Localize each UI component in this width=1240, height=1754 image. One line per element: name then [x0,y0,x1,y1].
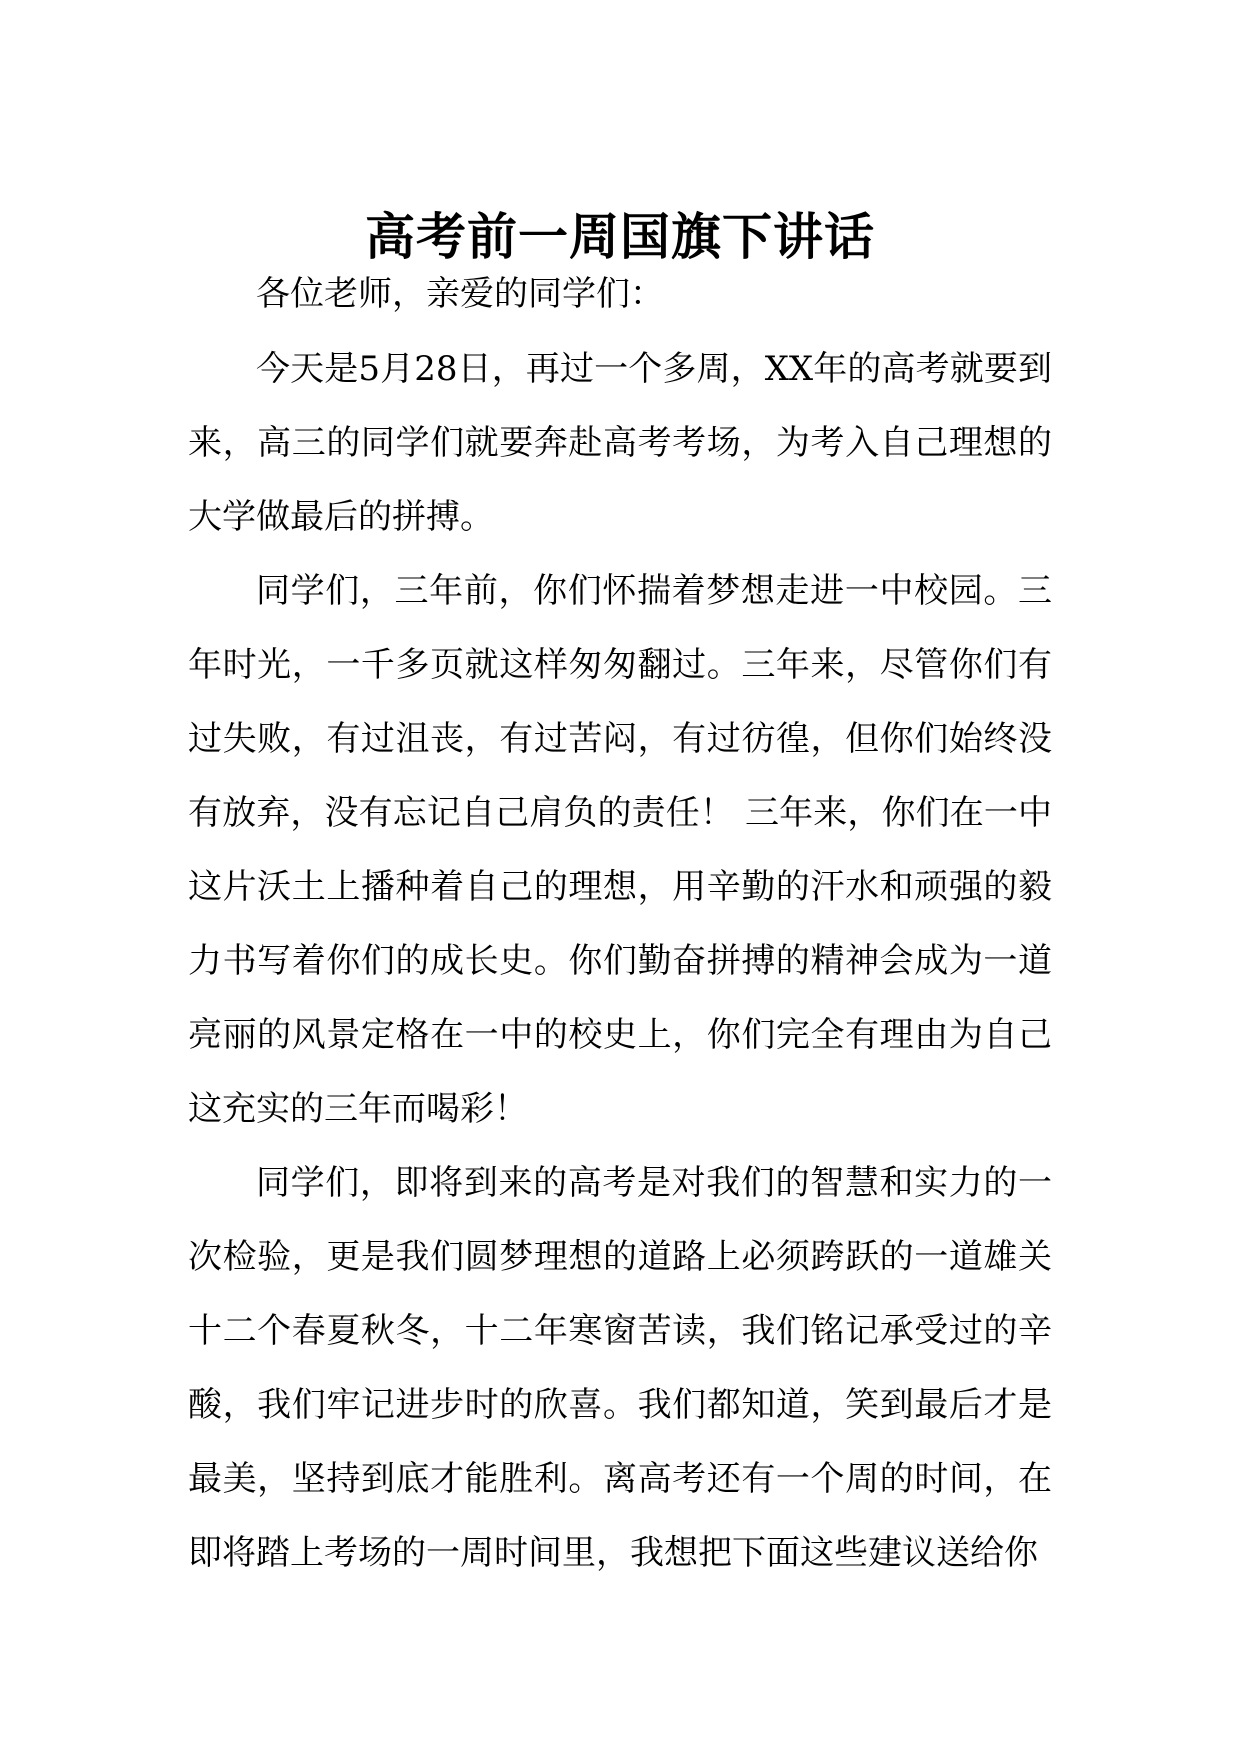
paragraph-3: 同学们，即将到来的高考是对我们的智慧和实力的一次检验，更是我们圆梦理想的道路上必须跨跃的一道雄关十二个春夏秋冬，十二年寒窗苦读，我们铭记承受过的辛酸，我们牢记进步时的欣喜。我们都知道，笑到最后才是最美，坚持到底才能胜利。离高考还有一个周的时间，在即将踏上考场的一周时间里，我想把下面这些建议送给你 [188,1163,1052,1573]
document-title: 高考前一周国旗下讲话 [365,206,875,266]
document-body [188,257,1052,1590]
salutation: 各位老师，亲爱的同学们： [256,274,664,314]
paragraph-2: 同学们，三年前，你们怀揣着梦想走进一中校园。三年时光，一千多页就这样匆匆翻过。三年来，尽管你们有过失败，有过沮丧，有过苦闷，有过彷徨，但你们始终没有放弃，没有忘记自己肩负的责任！ 三年来，你们在一中这片沃土上播种着自己的理想，用辛勤的汗水和顽强的毅力书写着你们的成长史。你们勤奋拼搏的精神会成为一道亮丽的风景定格在一中的校史上，你们完全有理由为自己这充实的三年而喝彩！ [188,571,1052,1129]
paragraph-1: 今天是5月28日，再过一个多周，XX年的高考就要到来，高三的同学们就要奔赴高考考场，为考入自己理想的大学做最后的拼搏。 [188,349,1052,537]
